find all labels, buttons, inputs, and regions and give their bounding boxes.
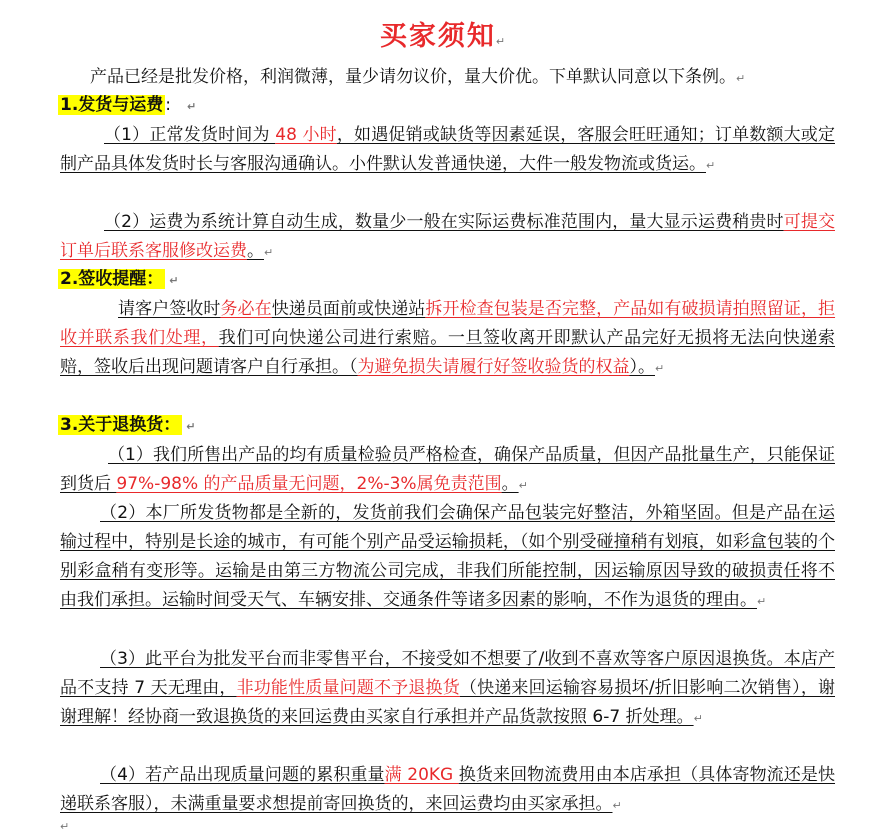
- document-title: 买家须知↵: [379, 21, 506, 52]
- shipping-item-2: （2）运费为系统计算自动生成，数量少一般在实际运费标准范围内，量大显示运费稍贵时可提交订单后联系客服修改运费。↵: [60, 212, 835, 261]
- signing-paragraph: 请客户签收时务必在快递员面前或快递站拆开检查包装是否完整，产品如有破损请拍照留证，拒收并联系我们处理，我们可向快递公司进行索赔。一旦签收离开即默认产品完好无损将无法向快递索赔，签收后出现问题请客户自行承担。（为避免损失请履行好签收验货的权益）。↵: [60, 299, 836, 377]
- returns-item-4: （4）若产品出现质量问题的累积重量满 20KG 换货来回物流费用由本店承担（具体寄物流还是快递联系客服），未满重量要求想提前寄回换货的，来回运费均由买家承担。↵: [60, 765, 836, 814]
- intro-paragraph: 产品已经是批发价格，利润微薄，量少请勿议价，量大价优。下单默认同意以下条例。↵: [90, 67, 746, 87]
- section-heading-signing: 2.签收提醒： ↵: [60, 269, 179, 289]
- section-heading-shipping: 1.发货与运费 : ↵: [60, 95, 197, 115]
- returns-item-2: （2）本厂所发货物都是全新的，发货前我们会确保产品包装完好整洁，外箱坚固。但是产品在运输过程中，特别是长途的城市，有可能个别产品受运输损耗，（如个别受碰撞稍有划痕，如彩盒包装的个别彩盒稍有变形等。运输是由第三方物流公司完成，非我们所能控制，因运输原因导致的破损责任将不由我们承担。运输时间受天气、车辆安排、交通条件等诸多因素的影响，不作为退货的理由。↵: [60, 503, 835, 610]
- trailing-paragraph-mark: ↵: [60, 820, 70, 833]
- shipping-item-1: （1）正常发货时间为 48 小时，如遇促销或缺货等因素延误，客服会旺旺通知；订单数额大或定制产品具体发货时长与客服沟通确认。小件默认发普通快递，大件一般发物流或货运。↵: [60, 125, 835, 174]
- returns-item-3: （3）此平台为批发平台而非零售平台，不接受如不想要了/收到不喜欢等客户原因退换货。本店产品不支持 7 天无理由，非功能性质量问题不予退换货（快递来回运输容易损坏/折旧影响二次销售），谢谢理解！经协商一致退换货的来回运费由买家自行承担并产品货款按照 6-7 折处理。↵: [60, 649, 836, 727]
- section-heading-returns: 3.关于退换货： ↵: [60, 415, 196, 435]
- returns-item-1: （1）我们所售出产品的均有质量检验员严格检查，确保产品质量，但因产品批量生产，只能保证到货后 97%-98% 的产品质量无问题，2%-3%属免责范围。↵: [60, 445, 835, 494]
